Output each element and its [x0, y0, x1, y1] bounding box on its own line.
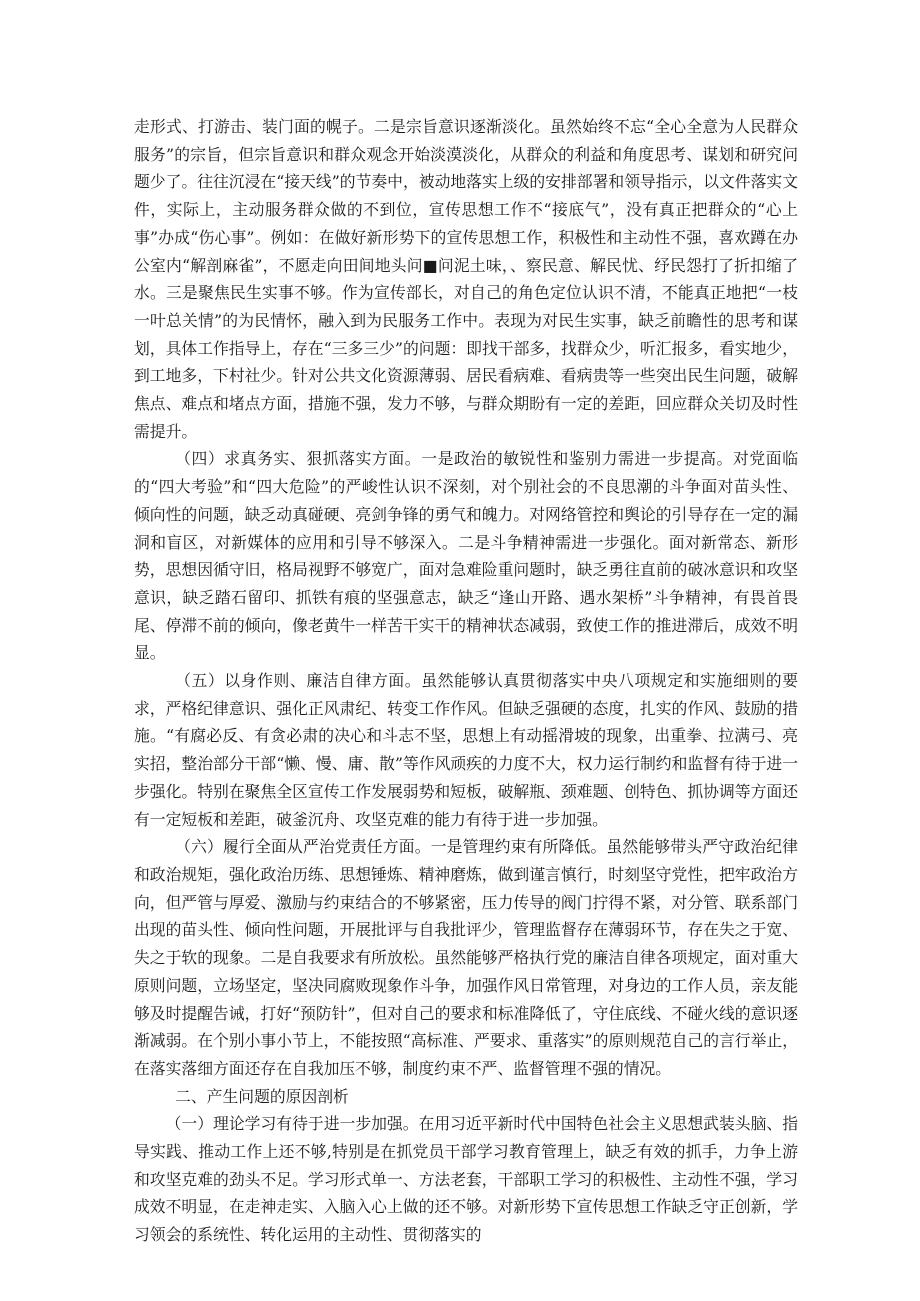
heading-cause-analysis: 二、产生问题的原因剖析	[175, 1086, 349, 1106]
paragraph-section-6: （六）履行全面从严治党责任方面。一是管理约束有所降低。虽然能够带头严守政治纪律和政治规矩，强化政治历练、思想锤炼、精神磨炼，做到谨言慎行，时刻坚守党性，把牢政治方向，但严管与厚爱、激励与约束结合的不够紧密，压力传导的阀门拧得不紧，对分管、联系部门出现的苗头性、倾向性问题，开展批评与自我批评少，管理监督存在薄弱环节，存在失之于宽、失之于软的现象。二是自我要求有所放松。虽然能够严格执行党的廉洁自律各项规定，面对重大原则问题，立场坚定，坚决同腐败现象作斗争，加强作风日常管理，对身边的工作人员，亲友能够及时提醒告诫，打好“预防针”，但对自己的要求和标准降低了，守住底线、不碰火线的意识逐渐减弱。在个别小事小节上，不能按照“高标准、严要求、重落实”的原则规范自己的言行举止，在落实落细方面还存在自我加压不够，制度约束不严、监督管理不强的情况。	[134, 837, 798, 1078]
paragraph-cause-1: （一）理论学习有待于进一步加强。在用习近平新时代中国特色社会主义思想武装头脑、指导实践、推动工作上还不够,特别是在抓党员干部学习教育管理上，缺乏有效的抓手，力争上游和攻坚克难的劲头不足。学习形式单一、方法老套，干部职工学习的积极性、主动性不强，学习成效不明显，在走神走实、入脑入心上做的还不够。对新形势下宣传思想工作缺乏守正创新，学习领会的系统性、转化运用的主动性、贯彻落实的	[134, 1114, 798, 1245]
document-page	[134, 113, 798, 1249]
paragraph-continuation: 走形式、打游击、装门面的幌子。二是宗旨意识逐渐淡化。虽然始终不忘“全心全意为人民群众服务”的宗旨，但宗旨意识和群众观念开始淡漠淡化，从群众的利益和角度思考、谋划和研究问题少了。往往沉浸在“接天线”的节奏中，被动地落实上级的安排部署和领导指示，以文件落实文件，实际上，主动服务群众做的不到位，宣传思想工作不“接底气”，没有真正把群众的“心上事”办成“伤心事”。例如：在做好新形势下的宣传思想工作，积极性和主动性不强，喜欢蹲在办公室内“解剖麻雀”，不愿走向田间地头问■问泥土味，、察民意、解民忧、纾民怨打了折扣缩了水。三是聚焦民生实事不够。作为宣传部长，对自己的角色定位认识不清，不能真正地把“一枝一叶总关情”的为民情怀，融入到为民服务工作中。表现为对民生实事，缺乏前瞻性的思考和谋划，具体工作指导上，存在“三多三少”的问题：即找干部多，找群众少，听汇报多，看实地少，到工地多，下村社少。针对公共文化资源薄弱、居民看病难、看病贵等一些突出民生问题，破解焦点、难点和堵点方面，措施不强，发力不够，与群众期盼有一定的差距，回应群众关切及时性需提升。	[134, 117, 798, 441]
paragraph-section-5: （五）以身作则、廉洁自律方面。虽然能够认真贯彻落实中央八项规定和实施细则的要求，严格纪律意识、强化正风肃纪、转变工作作风。但缺乏强硬的态度，扎实的作风、鼓励的措施。“有腐必反、有贪必肃的决心和斗志不坚，思想上有动摇滑坡的现象，出重拳、拉满弓、亮实招，整治部分干部“懒、慢、庸、散”等作风顽疾的力度不大，权力运行制约和监督有待于进一步强化。特别在聚焦全区宣传工作发展弱势和短板，破解瓶、颈难题、创特色、抓协调等方面还有一定短板和差距，破釜沉舟、攻坚克难的能力有待于进一步加强。	[134, 671, 798, 829]
paragraph-section-4: （四）求真务实、狠抓落实方面。一是政治的敏锐性和鉴别力需进一步提高。对党面临的“四大考验”和“四大危险”的严峻性认识不深刻，对个别社会的不良思潮的斗争面对苗头性、倾向性的问题，缺乏动真碰硬、亮剑争锋的勇气和魄力。对网络管控和舆论的引导存在一定的漏洞和盲区，对新媒体的应用和引导不够深入。二是斗争精神需进一步强化。面对新常态、新形势，思想因循守旧，格局视野不够宽广，面对急难险重问题时，缺乏勇往直前的破冰意识和攻坚意识，缺乏踏石留印、抓铁有痕的坚强意志，缺乏“逢山开路、遇水架桥”斗争精神，有畏首畏尾、停滞不前的倾向，像老黄牛一样苦干实干的精神状态减弱，致使工作的推进滞后，成效不明显。	[134, 449, 798, 663]
